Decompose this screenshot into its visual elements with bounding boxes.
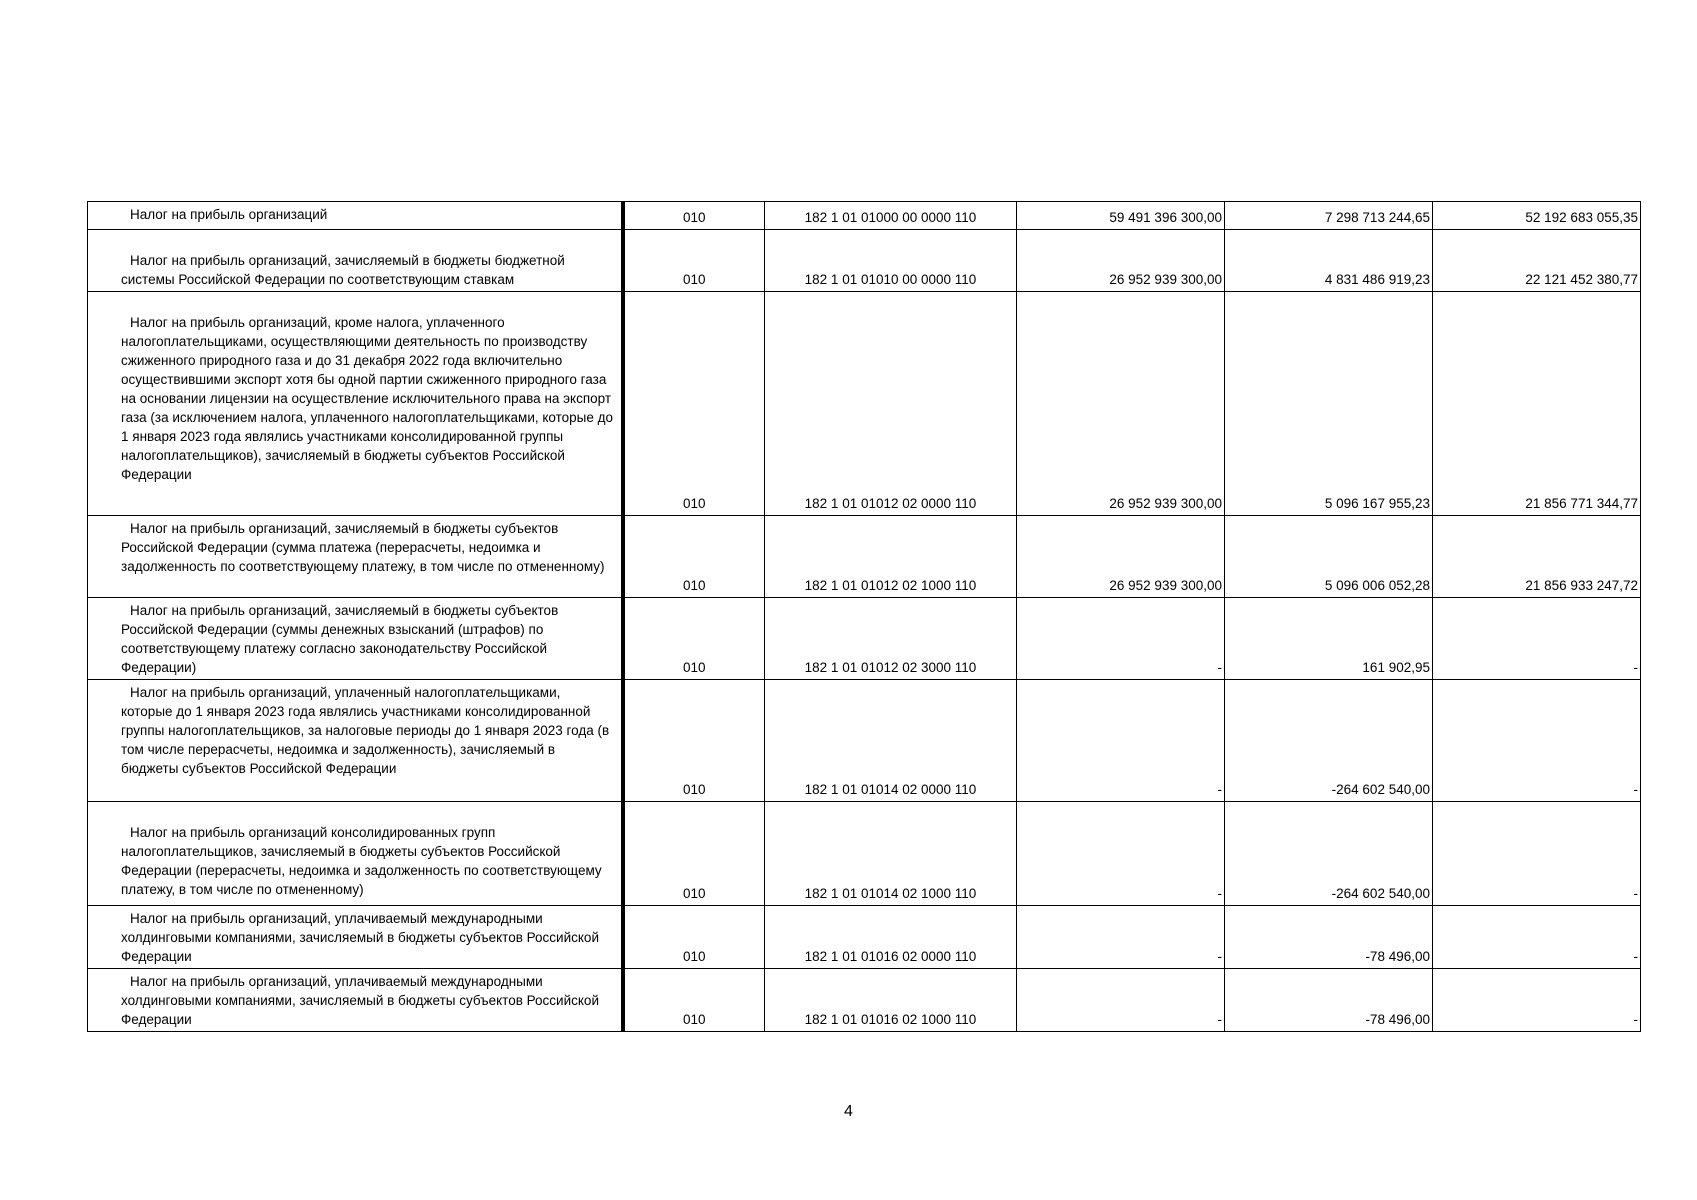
row-name: Налог на прибыль организаций, уплачиваемый международными холдинговыми компаниями, зачисляемый в бюджеты субъектов Российской Федерации [88, 969, 623, 1032]
row-unexecuted: - [1433, 680, 1641, 802]
row-executed: 4 831 486 919,23 [1225, 230, 1433, 292]
row-name: Налог на прибыль организаций, зачисляемый в бюджеты бюджетной системы Российской Федерации по соответствующим ставкам [88, 230, 623, 292]
table-row [88, 598, 1641, 680]
row-budget-code: 182 1 01 01016 02 0000 110 [765, 906, 1017, 969]
row-executed: -78 496,00 [1225, 906, 1433, 969]
row-budget-code: 182 1 01 01012 02 1000 110 [765, 516, 1017, 598]
row-approved: - [1017, 680, 1225, 802]
table-row [88, 292, 1641, 516]
row-budget-code: 182 1 01 01000 00 0000 110 [765, 202, 1017, 230]
row-approved: - [1017, 906, 1225, 969]
row-approved: 26 952 939 300,00 [1017, 292, 1225, 516]
row-approved: 59 491 396 300,00 [1017, 202, 1225, 230]
row-unexecuted: - [1433, 802, 1641, 906]
row-name: Налог на прибыль организаций, зачисляемый в бюджеты субъектов Российской Федерации (суммы денежных взысканий (штрафов) по соответствующему платежу согласно законодательству Российской Федерации) [88, 598, 623, 680]
table-row [88, 906, 1641, 969]
row-budget-code: 182 1 01 01014 02 0000 110 [765, 680, 1017, 802]
row-name: Налог на прибыль организаций [88, 202, 623, 230]
table-row [88, 969, 1641, 1032]
row-line-code: 010 [623, 516, 765, 598]
row-line-code: 010 [623, 969, 765, 1032]
row-line-code: 010 [623, 680, 765, 802]
table-row [88, 680, 1641, 802]
row-line-code: 010 [623, 292, 765, 516]
row-name: Налог на прибыль организаций, кроме налога, уплаченного налогоплательщиками, осуществляющими деятельность по производству сжиженного природного газа и до 31 декабря 2022 года включительно осуществившими экспорт хотя бы одной партии сжиженного природного газа на основании лицензии на осуществление исключительного права на экспорт газа (за исключением налога, уплаченного налогоплательщиками, которые до 1 января 2023 года являлись участниками консолидированной группы налогоплательщиков), зачисляемый в бюджеты субъектов Российской Федерации [88, 292, 623, 516]
row-executed: 5 096 006 052,28 [1225, 516, 1433, 598]
row-executed: -264 602 540,00 [1225, 680, 1433, 802]
row-budget-code: 182 1 01 01012 02 3000 110 [765, 598, 1017, 680]
income-report-table [87, 201, 1641, 1032]
row-unexecuted: 22 121 452 380,77 [1433, 230, 1641, 292]
row-budget-code: 182 1 01 01010 00 0000 110 [765, 230, 1017, 292]
row-approved: - [1017, 598, 1225, 680]
table-row [88, 202, 1641, 230]
row-approved: - [1017, 969, 1225, 1032]
row-approved: 26 952 939 300,00 [1017, 230, 1225, 292]
row-unexecuted: - [1433, 598, 1641, 680]
row-name: Налог на прибыль организаций консолидированных групп налогоплательщиков, зачисляемый в бюджеты субъектов Российской Федерации (перерасчеты, недоимка и задолженность по соответствующему платежу, в том числе по отмененному) [88, 802, 623, 906]
row-name: Налог на прибыль организаций, уплачиваемый международными холдинговыми компаниями, зачисляемый в бюджеты субъектов Российской Федерации [88, 906, 623, 969]
row-executed: 5 096 167 955,23 [1225, 292, 1433, 516]
table-row [88, 516, 1641, 598]
row-unexecuted: - [1433, 906, 1641, 969]
row-executed: 7 298 713 244,65 [1225, 202, 1433, 230]
row-line-code: 010 [623, 598, 765, 680]
row-executed: -264 602 540,00 [1225, 802, 1433, 906]
row-line-code: 010 [623, 802, 765, 906]
row-executed: -78 496,00 [1225, 969, 1433, 1032]
row-name: Налог на прибыль организаций, уплаченный налогоплательщиками, которые до 1 января 2023 года являлись участниками консолидированной группы налогоплательщиков, за налоговые периоды до 1 января 2023 года (в том числе перерасчеты, недоимка и задолженность), зачисляемый в бюджеты субъектов Российской Федерации [88, 680, 623, 802]
row-budget-code: 182 1 01 01016 02 1000 110 [765, 969, 1017, 1032]
row-approved: - [1017, 802, 1225, 906]
row-line-code: 010 [623, 202, 765, 230]
row-budget-code: 182 1 01 01012 02 0000 110 [765, 292, 1017, 516]
row-approved: 26 952 939 300,00 [1017, 516, 1225, 598]
row-name: Налог на прибыль организаций, зачисляемый в бюджеты субъектов Российской Федерации (сумма платежа (перерасчеты, недоимка и задолженность по соответствующему платежу, в том числе по отмененному) [88, 516, 623, 598]
row-unexecuted: 52 192 683 055,35 [1433, 202, 1641, 230]
row-executed: 161 902,95 [1225, 598, 1433, 680]
row-line-code: 010 [623, 230, 765, 292]
table-row [88, 802, 1641, 906]
row-budget-code: 182 1 01 01014 02 1000 110 [765, 802, 1017, 906]
row-unexecuted: 21 856 933 247,72 [1433, 516, 1641, 598]
row-line-code: 010 [623, 906, 765, 969]
table-row [88, 230, 1641, 292]
row-unexecuted: - [1433, 969, 1641, 1032]
page-number: 4 [844, 1103, 853, 1120]
row-unexecuted: 21 856 771 344,77 [1433, 292, 1641, 516]
